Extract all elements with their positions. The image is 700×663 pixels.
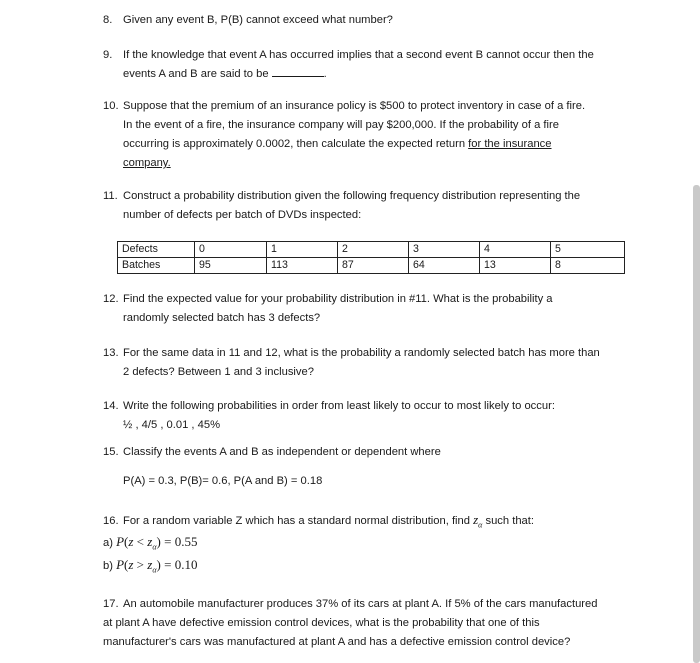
question-17: [103, 595, 597, 652]
underlined-text: for the insurance: [468, 138, 552, 150]
period: .: [323, 68, 327, 80]
question-number: 12.: [103, 293, 119, 305]
row-header: Batches: [118, 258, 195, 274]
equation-value: 0.10: [174, 557, 198, 572]
part-label: a): [103, 537, 113, 549]
table-cell: 1: [267, 242, 338, 258]
table-cell: 64: [409, 258, 480, 274]
z-alpha-symbol: $z_\alpha$: [473, 512, 483, 530]
question-text-line: events A and B are said to be: [123, 68, 269, 80]
question-16-part-a: [103, 532, 197, 557]
table-cell: 2: [338, 242, 409, 258]
question-number: 8.: [103, 14, 113, 26]
table-cell: 113: [267, 258, 338, 274]
question-text-line: If the knowledge that event A has occurred implies that a second event B cannot occur then the: [123, 49, 594, 61]
row-header: Defects: [118, 242, 195, 258]
table-cell: 13: [480, 258, 551, 274]
question-number: 9.: [103, 49, 113, 61]
question-text-line: manufacturer's cars was manufactured at plant A and has a defective emission control device?: [103, 636, 571, 648]
question-16-part-b: [103, 555, 197, 580]
question-number: 17.: [103, 598, 119, 610]
question-number: 11.: [103, 190, 118, 202]
question-text-line: Construct a probability distribution given the following frequency distribution representing the: [123, 190, 581, 202]
question-text-line: occurring is approximately 0.0002, then calculate the expected return: [123, 138, 466, 150]
table-cell: 3: [409, 242, 480, 258]
question-text-line: Classify the events A and B as independent or dependent where: [123, 446, 441, 458]
table-cell: 87: [338, 258, 409, 274]
table-cell: 5: [551, 242, 625, 258]
question-number: 10.: [103, 100, 119, 112]
equation: $P(z > z_\alpha) = 0.10$: [116, 557, 198, 575]
question-14: [103, 397, 555, 435]
table-row: [118, 242, 625, 258]
question-text-line: Suppose that the premium of an insurance policy is $500 to protect inventory in case of a fire.: [123, 100, 586, 112]
question-12: [103, 290, 553, 328]
question-8: [103, 11, 393, 30]
question-text: Given any event B, P(B) cannot exceed what number?: [123, 14, 393, 26]
question-text-line: An automobile manufacturer produces 37% of its cars at plant A. If 5% of the cars manufactured: [123, 598, 598, 610]
frequency-table: [117, 241, 625, 274]
question-text-line: ½ , 4/5 , 0.01 , 45%: [123, 419, 221, 431]
question-text-line: Find the expected value for your probability distribution in #11. What is the probability a: [123, 293, 553, 305]
question-text-line: Write the following probabilities in order from least likely to occur to most likely to occur:: [123, 400, 555, 412]
question-text-line: For the same data in 11 and 12, what is the probability a randomly selected batch has more than: [123, 347, 600, 359]
question-9: [103, 46, 594, 84]
question-13: [103, 344, 600, 382]
question-15: [103, 443, 441, 491]
question-16: [103, 510, 534, 535]
question-text-line: such that:: [485, 515, 534, 527]
equation-value: 0.55: [174, 534, 198, 549]
question-11: [103, 187, 580, 225]
underlined-text: company.: [123, 157, 171, 169]
question-number: 16.: [103, 515, 119, 527]
question-text-line: at plant A have defective emission control devices, what is the probability that one of this: [103, 617, 540, 629]
part-label: b): [103, 560, 113, 572]
table-cell: 8: [551, 258, 625, 274]
question-text-line: In the event of a fire, the insurance company will pay $200,000. If the probability of a fire: [123, 119, 559, 131]
table-cell: 95: [195, 258, 267, 274]
vertical-scrollbar[interactable]: [693, 185, 700, 663]
question-text-line: P(A) = 0.3, P(B)= 0.6, P(A and B) = 0.18: [123, 475, 323, 487]
answer-blank: [272, 66, 324, 77]
equation: $P(z < z_\alpha) = 0.55$: [116, 534, 198, 552]
question-text-line: number of defects per batch of DVDs inspected:: [123, 209, 362, 221]
table-row: [118, 258, 625, 274]
question-text-line: randomly selected batch has 3 defects?: [123, 312, 321, 324]
question-number: 15.: [103, 446, 119, 458]
question-number: 14.: [103, 400, 119, 412]
question-text-line: For a random variable Z which has a standard normal distribution, find: [123, 515, 470, 527]
table-cell: 0: [195, 242, 267, 258]
question-10: [103, 97, 585, 173]
question-text-line: 2 defects? Between 1 and 3 inclusive?: [123, 366, 314, 378]
question-number: 13.: [103, 347, 119, 359]
table-cell: 4: [480, 242, 551, 258]
